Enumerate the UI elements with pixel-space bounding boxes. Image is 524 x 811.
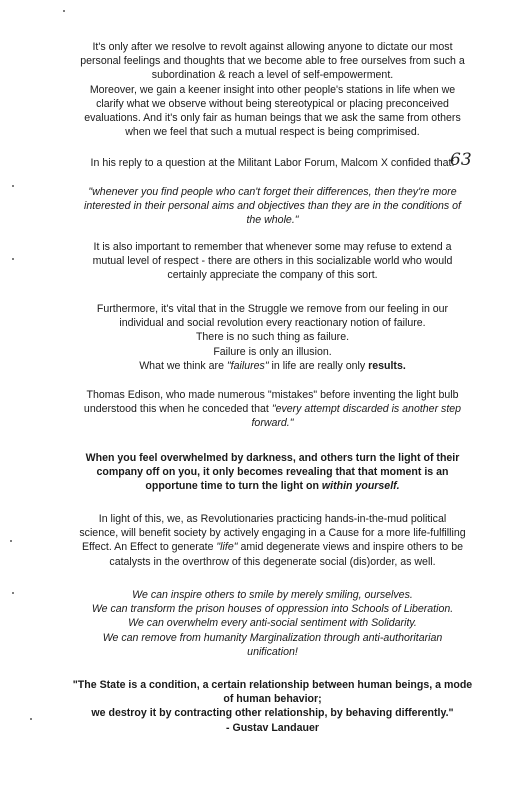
text-run: understood this when he conceded that [83, 403, 272, 416]
malcolm-quote [70, 185, 475, 228]
text-line: It's only after we resolve to revolt against allowing anyone to dictate our most [92, 41, 453, 53]
text-line: Thomas Edison, who made numerous "mistakes" before inventing the light bulb [86, 389, 459, 401]
text-line: "whenever you find people who can't forget their differences, then they're more [88, 186, 457, 198]
text-line: In his reply to a question at the Militant Labor Forum, Malcom X confided that: [90, 157, 455, 169]
scan-speck [12, 185, 14, 187]
quote-attribution: - Gustav Landauer [225, 721, 319, 734]
text-run: Effect. An Effect to generate [81, 541, 217, 554]
landauer-quote [70, 678, 475, 735]
text-line [70, 479, 475, 493]
text-run: amid degenerate views and inspire others to be [237, 541, 464, 554]
text-line: We can remove from humanity Marginalization through anti-authoritarian [102, 631, 443, 644]
opening-paragraph [70, 40, 475, 139]
text-line: forward." [251, 417, 294, 430]
text-run-italic: "life" [216, 541, 238, 554]
text-line: certainly appreciate the company of this sort. [167, 269, 378, 282]
edison-paragraph [70, 388, 475, 431]
scan-speck [12, 592, 14, 594]
inspire-paragraph [70, 588, 475, 659]
text-line: Moreover, we gain a keener insight into other people's stations in life when we [89, 83, 456, 96]
text-line: catalysts in the overthrow of this degenerate social (dis)order, as well. [109, 555, 436, 568]
text-line [70, 540, 475, 554]
text-line: interested in their personal aims and objectives than they are in the conditions of [84, 200, 461, 213]
failure-paragraph [70, 302, 475, 373]
handwritten-page-number: 63 [450, 150, 472, 170]
text-run-italic: "failures" [226, 359, 269, 372]
text-line: In light of this, we, as Revolutionaries practicing hands-in-the-mud political [98, 513, 447, 525]
text-run: What we think are [139, 359, 227, 372]
text-line: It is also important to remember that whenever some may refuse to extend a [93, 241, 452, 253]
malcolm-intro [70, 156, 475, 170]
scan-speck [10, 540, 12, 542]
text-run: in life are really only [268, 359, 369, 372]
respect-paragraph [70, 240, 475, 283]
text-line: mutual level of respect - there are others in this socializable world who would [92, 255, 453, 268]
text-line [70, 359, 475, 373]
darkness-paragraph [70, 451, 475, 494]
text-line: the whole." [246, 214, 299, 227]
text-line: clarify what we observe without being stereotypical or placing preconceived [96, 97, 449, 110]
light-paragraph [70, 512, 475, 569]
text-line: science, will benefit society by actively engaging in a Cause for a more life-fulfilling [79, 527, 466, 540]
scan-speck [12, 258, 14, 260]
scan-speck [30, 718, 32, 720]
text-line: Furthermore, it's vital that in the Struggle we remove from our feeling in our [96, 303, 449, 315]
text-line: There is no such thing as failure. [195, 331, 350, 344]
text-run-italic: "every attempt discarded is another step [271, 403, 462, 416]
text-line: Failure is only an illusion. [213, 345, 332, 358]
scan-speck [63, 10, 65, 12]
text-run-italic: within yourself. [321, 480, 400, 493]
text-line: individual and social revolution every reactionary notion of failure. [119, 317, 426, 330]
text-line: evaluations. And it's only fair as human beings that we ask the same from others [84, 112, 461, 125]
text-line: we destroy it by contracting other relationship, by behaving differently." [91, 707, 454, 720]
text-line: of human behavior; [223, 693, 322, 706]
text-line: personal feelings and thoughts that we become able to free ourselves from such a [80, 55, 465, 68]
text-line [70, 402, 475, 416]
text-line: company off on you, it only becomes revealing that that moment is an [96, 466, 449, 479]
text-line: We can overwhelm every anti-social sentiment with Solidarity. [128, 617, 417, 630]
text-line: subordination & reach a level of self-empowerment. [151, 69, 394, 82]
text-line: We can transform the prison houses of oppression into Schools of Liberation. [91, 603, 454, 616]
text-line: when we feel that such a mutual respect is being comprimised. [125, 126, 420, 139]
text-run-bold: results. [368, 359, 406, 372]
text-line: "The State is a condition, a certain relationship between human beings, a mode [72, 679, 473, 691]
text-line: We can inspire others to smile by merely smiling, ourselves. [132, 589, 413, 601]
text-line: When you feel overwhelmed by darkness, and others turn the light of their [85, 452, 460, 464]
text-run: opportune time to turn the light on [145, 480, 322, 493]
text-line: unification! [247, 645, 298, 658]
